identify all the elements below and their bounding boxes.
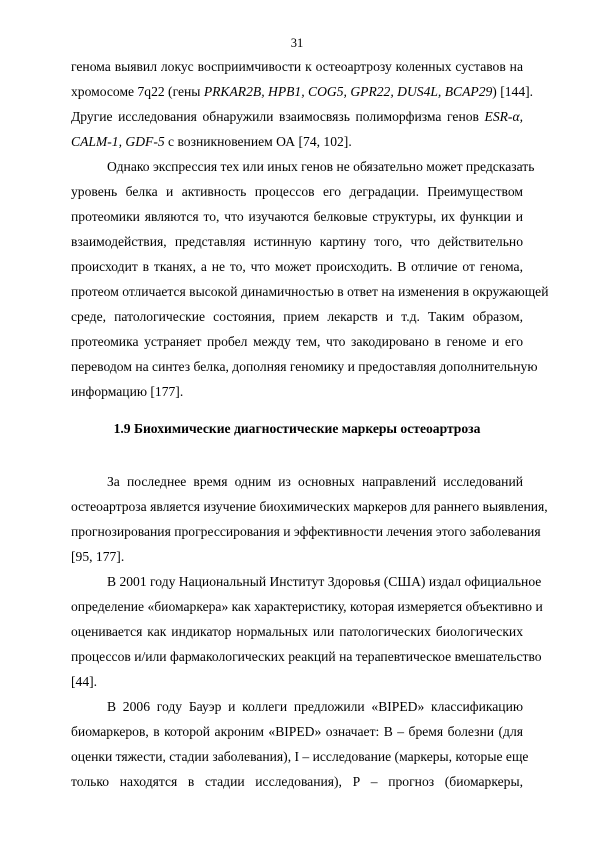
text-line: остеоартроза является изучение биохимических маркеров для раннего выявления,: [71, 499, 548, 514]
text-line: оценки тяжести, стадии заболевания), I – исследование (маркеры, которые еще: [71, 749, 529, 764]
paragraph-first-line: Однако экспрессия тех или иных генов не обязательно может предсказать: [107, 159, 535, 174]
text-line: происходит в тканях, а не то, что может происходить. В отличие от генома,: [71, 259, 523, 274]
text-line: биомаркеров, в которой акроним «BIPED» означает: В – бремя болезни (для: [71, 724, 523, 739]
text-line: [71, 82, 534, 102]
text-line: прогнозирования прогрессирования и эффективности лечения этого заболевания: [71, 524, 541, 539]
page-number: 31: [290, 36, 304, 50]
text-line: [71, 132, 523, 152]
text-span: хромосоме 7q22 (гены: [71, 84, 204, 99]
text-line: определение «биомаркера» как характеристику, которая измеряется объективно и: [71, 599, 543, 614]
paragraph-first-line: В 2001 году Национальный Институт Здоровья (США) издал официальное: [107, 574, 542, 589]
text-span: с возникновением ОА [74, 102].: [164, 134, 352, 149]
gene-names: CALM-1, GDF-5: [71, 134, 165, 149]
text-span: ) [144].: [492, 84, 534, 99]
text-line: взаимодействия, представляя истинную картину того, что действительно: [71, 234, 523, 249]
text-line: процессов и/или фармакологических реакций на терапевтическое вмешательство: [71, 649, 542, 664]
text-line: переводом на синтез белка, дополняя геномику и предоставляя дополнительную: [71, 359, 538, 374]
text-line: протеомика устраняет пробел между тем, что закодировано в геноме и его: [71, 334, 523, 349]
text-line: протеом отличается высокой динамичностью в ответ на изменения в окружающей: [71, 284, 549, 299]
text-line: среде, патологические состояния, прием лекарств и т.д. Таким образом,: [71, 309, 523, 324]
text-line: уровень белка и активность процессов его деградации. Преимуществом: [71, 184, 523, 199]
section-heading: 1.9 Биохимические диагностические маркеры остеоартроза: [113, 421, 481, 436]
paragraph-first-line: За последнее время одним из основных направлений исследований: [107, 474, 523, 489]
text-line: [95, 177].: [71, 549, 125, 564]
text-line: оценивается как индикатор нормальных или патологических биологических: [71, 624, 523, 639]
gene-names: ESR-α,: [484, 109, 523, 124]
text-line: информацию [177].: [71, 384, 184, 399]
text-line: только находятся в стадии исследования), Р – прогноз (биомаркеры,: [71, 774, 523, 789]
text-line: генома выявил локус восприимчивости к остеоартрозу коленных суставов на: [71, 59, 523, 74]
text-line: [44].: [71, 674, 98, 689]
gene-names: PRKAR2B, HPB1, COG5, GPR22, DUS4L, BCAP29: [203, 84, 493, 99]
text-line: [71, 107, 523, 127]
paragraph-first-line: В 2006 году Бауэр и коллеги предложили «BIPED» классификацию: [107, 699, 523, 714]
text-line: протеомики являются то, что изучаются белковые структуры, их функции и: [71, 209, 523, 224]
text-span: Другие исследования обнаружили взаимосвязь полиморфизма генов: [71, 109, 485, 124]
